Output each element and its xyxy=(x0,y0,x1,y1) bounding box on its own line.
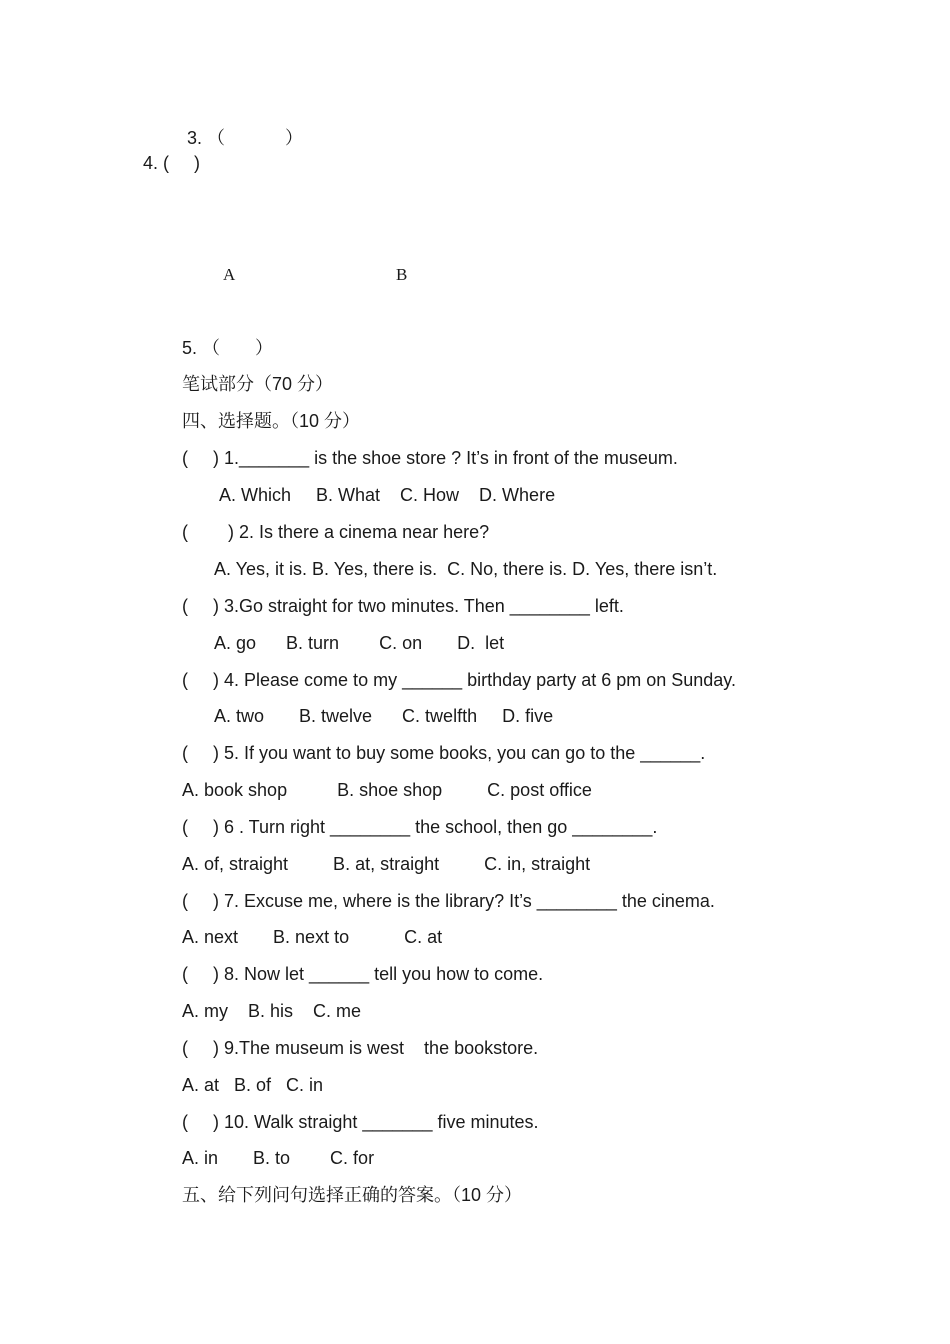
question-3-options: A. go B. turn C. on D. let xyxy=(214,633,505,653)
question-4-options: A. two B. twelve C. twelfth D. five xyxy=(214,706,554,726)
question-5-stem: ( ) 5. If you want to buy some books, you can go to the ______. xyxy=(182,743,706,763)
listening-q5: 5. （ ） xyxy=(182,338,274,358)
question-2-stem: ( ) 2. Is there a cinema near here? xyxy=(182,522,490,542)
question-10-options: A. in B. to C. for xyxy=(182,1148,375,1168)
listening-q3: 3. （ ） xyxy=(187,128,304,148)
listening-q4-option-b: B xyxy=(396,265,408,284)
question-6-options: A. of, straight B. at, straight C. in, straight xyxy=(182,854,591,874)
question-10-stem: ( ) 10. Walk straight _______ five minutes. xyxy=(182,1112,539,1132)
question-7-options: A. next B. next to C. at xyxy=(182,927,443,947)
section5-heading: 五、给下列问句选择正确的答案。（10 分） xyxy=(182,1185,523,1205)
question-7-stem: ( ) 7. Excuse me, where is the library? It’s ________ the cinema. xyxy=(182,891,715,911)
listening-q4-option-a: A xyxy=(223,265,236,284)
question-2-options: A. Yes, it is. B. Yes, there is. C. No, there is. D. Yes, there isn’t. xyxy=(214,559,718,579)
question-8-options: A. my B. his C. me xyxy=(182,1001,362,1021)
question-3-stem: ( ) 3.Go straight for two minutes. Then ________ left. xyxy=(182,596,624,616)
question-6-stem: ( ) 6 . Turn right ________ the school, then go ________. xyxy=(182,817,658,837)
question-4-stem: ( ) 4. Please come to my ______ birthday party at 6 pm on Sunday. xyxy=(182,670,736,690)
question-9-options: A. at B. of C. in xyxy=(182,1075,324,1095)
question-1-options: A. Which B. What C. How D. Where xyxy=(219,485,556,505)
question-8-stem: ( ) 8. Now let ______ tell you how to come. xyxy=(182,964,544,984)
question-5-options: A. book shop B. shoe shop C. post office xyxy=(182,780,592,800)
listening-q4: 4. ( ) xyxy=(143,153,201,173)
written-section-heading: 笔试部分（70 分） xyxy=(182,374,334,394)
question-1-stem: ( ) 1._______ is the shoe store ? It’s in front of the museum. xyxy=(182,448,678,468)
question-9-stem: ( ) 9.The museum is west the bookstore. xyxy=(182,1038,539,1058)
section4-heading: 四、选择题。（10 分） xyxy=(182,411,361,431)
